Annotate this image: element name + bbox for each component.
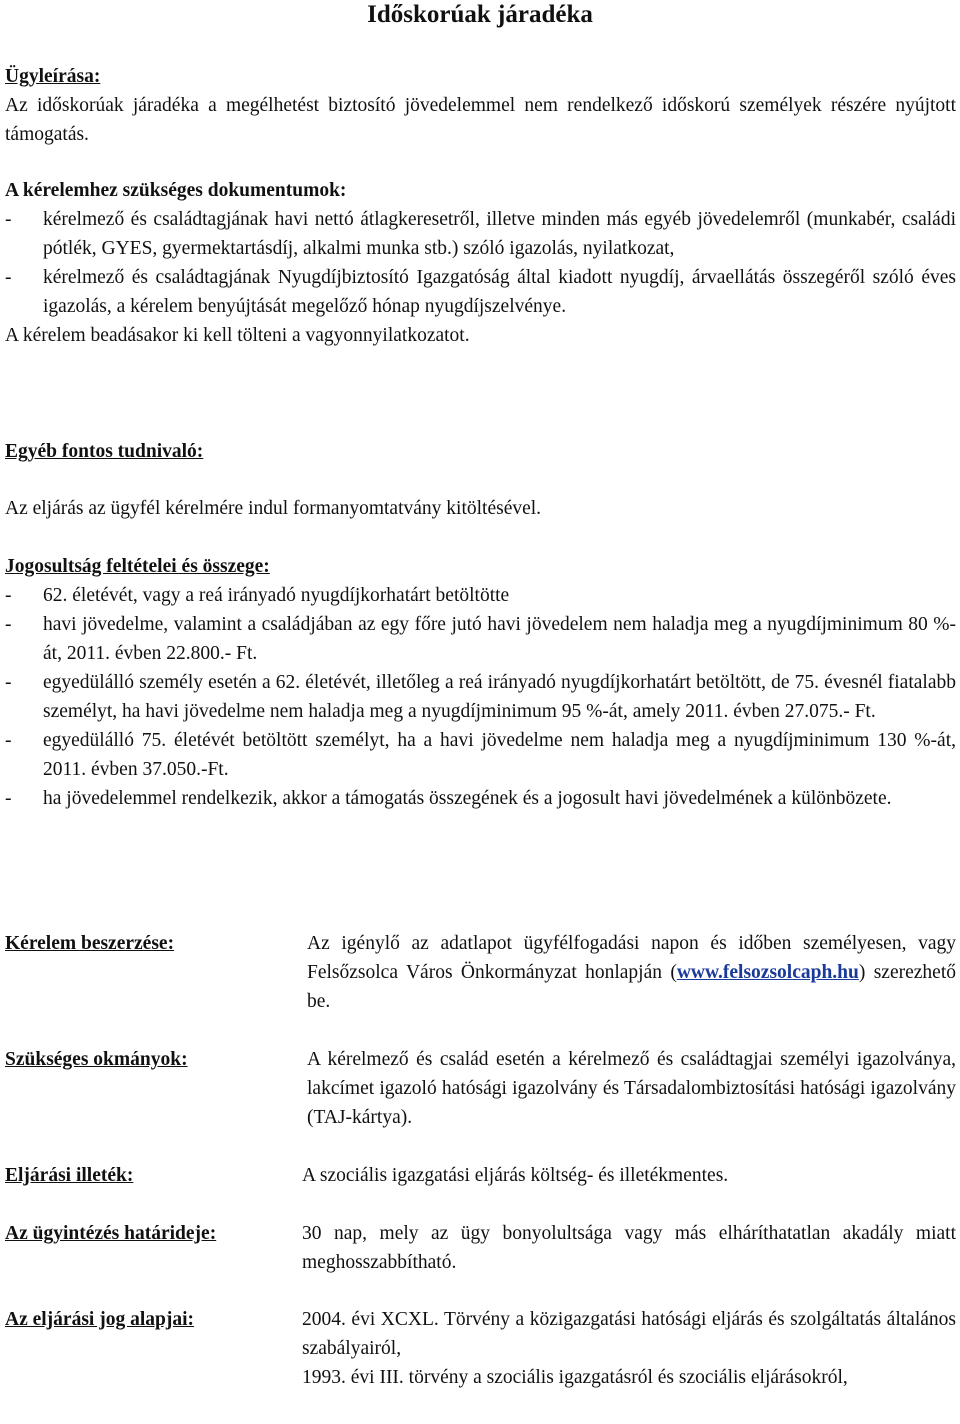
legal-basis-text [302,1305,956,1392]
eligibility-item: - egyedülálló személy esetén a 62. életévét, illetőleg a reá irányadó nyugdíjkorhatárt betöltött, de 75. évesnél fiatalabb személyt, ha havi jövedelme nem haladja meg a nyugdíjminimum 95 %-át, amely 2011. évben 27.075.- Ft. [5,672,956,722]
eligibility-item-text: 62. életévét, vagy a reá irányadó nyugdíjkorhatárt betöltötte [43,585,510,606]
documents-required-label: Szükséges okmányok: [5,1049,188,1070]
legal-basis-line: 2004. évi XCXL. Törvény a közigazgatási hatósági eljárás és szolgáltatás általános szabályairól, [302,1309,956,1359]
eligibility-item-text: ha jövedelemmel rendelkezik, akkor a támogatás összegének és a jogosult havi jövedelmének a különbözete. [43,788,892,809]
eligibility-item-text: egyedülálló személy esetén a 62. életévét, illetőleg a reá irányadó nyugdíjkorhatárt betöltött, de 75. évesnél fiatalabb személyt, ha havi jövedelme nem haladja meg a nyugdíjminimum 95 %-át, amely 2011. évben 27.075.- Ft. [43,672,956,722]
documents-item-text: kérelmező és családtagjának Nyugdíjbiztosító Igazgatóság által kiadott nyugdíj, árvaellátás összegéről szóló éves igazolás, a kérelem benyújtását megelőző hónap nyugdíjszelvénye. [43,267,956,317]
eligibility-heading: Jogosultság feltételei és összege: [5,556,270,577]
legal-basis-label: Az eljárási jog alapjai: [5,1309,195,1330]
description-heading: Ügyleírása: [5,66,101,87]
documents-note: A kérelem beadásakor ki kell tölteni a vagyonnyilatkozatot. [5,325,470,346]
other-info-heading: Egyéb fontos tudnivaló: [5,441,204,462]
section-description [5,62,956,149]
eligibility-item: - havi jövedelme, valamint a családjában az egy főre jutó havi jövedelem nem haladja meg a nyugdíjminimum 80 %-át, 2011. évben 22.800.- Ft. [5,614,956,664]
documents-heading: A kérelemhez szükséges dokumentumok: [5,180,347,201]
eligibility-item: - ha jövedelemmel rendelkezik, akkor a támogatás összegének és a jogosult havi jövedelmének a különbözete. [5,788,892,809]
documents-item: - kérelmező és családtagjának Nyugdíjbiztosító Igazgatóság által kiadott nyugdíj, árvaellátás összegéről szóló éves igazolás, a kérelem benyújtását megelőző hónap nyugdíjszelvénye. [5,267,956,317]
documents-required-text: A kérelmező és család esetén a kérelmező és családtagjai személyi igazolványa, lakcímet igazoló hatósági igazolvány és Társadalombiztosítási hatósági igazolvány (TAJ-kártya). [307,1049,956,1128]
documents-item-text: kérelmező és családtagjának havi nettó átlagkeresetről, illetve minden más egyéb jövedelemről (munkabér, családi pótlék, GYES, gyermektartásdíj, alkalmi munka stb.) szóló igazolás, nyilatkozat, [43,209,956,259]
fees-text: A szociális igazgatási eljárás költség- és illetékmentes. [302,1165,729,1186]
fees-label: Eljárási illeték: [5,1165,134,1186]
section-other-info [5,437,956,466]
documents-item: - kérelmező és családtagjának havi nettó átlagkeresetről, illetve minden más egyéb jövedelemről (munkabér, családi pótlék, GYES, gyermektartásdíj, alkalmi munka stb.) szóló igazolás, nyilatkozat, [5,209,956,259]
description-text: Az időskorúak járadéka a megélhetést biztosító jövedelemmel nem rendelkező időskorú személyek részére nyújtott támogatás. [5,95,956,145]
website-link[interactable]: www.felsozsolcaph.hu [676,962,859,983]
eligibility-item: - egyedülálló 75. életévét betöltött személyt, ha a havi jövedelme nem haladja meg a nyugdíjminimum 130 %-át, 2011. évben 37.050.-Ft. [5,730,956,780]
eligibility-item: - 62. életévét, vagy a reá irányadó nyugdíjkorhatárt betöltötte [5,585,510,606]
page-title: Időskorúak járadéka [367,1,593,28]
eligibility-item-text: egyedülálló 75. életévét betöltött személyt, ha a havi jövedelme nem haladja meg a nyugdíjminimum 130 %-át, 2011. évben 37.050.-Ft. [43,730,956,780]
section-other-info-body [5,494,956,523]
other-info-text: Az eljárás az ügyfél kérelmére indul formanyomtatvány kitöltésével. [5,498,542,519]
deadline-text: 30 nap, mely az ügy bonyolultsága vagy más elháríthatatlan akadály miatt meghosszabbítható. [302,1223,956,1273]
request-label: Kérelem beszerzése: [5,933,175,954]
deadline-label: Az ügyintézés határideje: [5,1223,217,1244]
legal-basis-line: 1993. évi III. törvény a szociális igazgatásról és szociális eljárásokról, [302,1367,848,1388]
eligibility-item-text: havi jövedelme, valamint a családjában az egy főre jutó havi jövedelem nem haladja meg a nyugdíjminimum 80 %-át, 2011. évben 22.800.- Ft. [43,614,956,664]
section-eligibility [5,552,956,813]
request-text: Az igénylő az adatlapot ügyfélfogadási napon és időben személyesen, vagy Felsőzsolca Város Önkormányzat honlapján (www.felsozsolcaph.hu) szerezhető be. [307,933,956,1012]
section-documents [5,176,956,350]
